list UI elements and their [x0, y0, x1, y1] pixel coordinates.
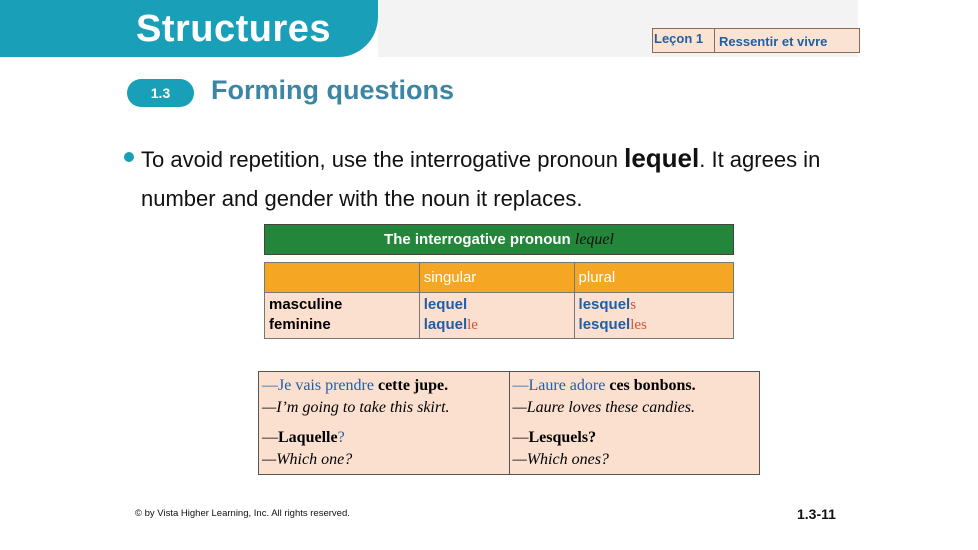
form-ending: s: [630, 297, 637, 313]
form-base: lequel: [423, 296, 468, 313]
form-ending: le: [467, 317, 478, 333]
plural-cell: [574, 293, 733, 339]
section-title: Forming questions: [211, 75, 454, 105]
example-question-bold: cette jupe.: [377, 377, 449, 394]
examples-table: [258, 371, 760, 475]
example-question: —Laure adore: [512, 377, 610, 394]
example-question-bold: ces bonbons.: [609, 377, 696, 394]
bullet-text: [141, 139, 841, 218]
table-header-cell: singular: [419, 263, 574, 293]
lesson-label: [652, 28, 860, 53]
example-answer-punct: ?: [337, 429, 345, 446]
bullet-keyword: lequel: [624, 143, 700, 173]
example-left: [259, 372, 510, 475]
example-translation: —I’m going to take this skirt.: [262, 399, 450, 416]
example-answer-dash: —: [262, 429, 278, 446]
example-right: [509, 372, 760, 475]
table-header-cell: [265, 263, 420, 293]
gender-label: feminine: [269, 316, 331, 333]
bullet-text-start: To avoid repetition, use the interrogative pronoun: [141, 147, 625, 172]
example-answer: Laquelle: [278, 429, 338, 446]
form-base: lesquel: [578, 296, 631, 313]
pronoun-table: [264, 262, 734, 339]
pronoun-table-title: [264, 224, 734, 255]
table-header-row: [265, 263, 734, 293]
example-answer: Lesquels?: [528, 429, 597, 446]
singular-cell: [419, 293, 574, 339]
page-title: Structures: [136, 8, 332, 50]
lesson-name: Ressentir et vivre: [719, 34, 828, 49]
section-number-badge: 1.3: [127, 79, 194, 107]
table-row: [259, 372, 760, 475]
table-row: [265, 293, 734, 339]
lesson-number: Leçon 1: [653, 29, 715, 52]
table-header-cell: plural: [574, 263, 733, 293]
example-translation: —Which one?: [262, 451, 353, 468]
form-base: laquel: [423, 316, 468, 333]
example-answer-dash: —: [512, 429, 529, 446]
form-base: lesquel: [578, 316, 631, 333]
copyright-text: © by Vista Higher Learning, Inc. All rights reserved.: [135, 508, 350, 519]
pronoun-table-title-word: lequel: [574, 231, 614, 248]
gender-cell: [265, 293, 420, 339]
bullet-icon: [124, 152, 134, 162]
pronoun-table-title-text: The interrogative pronoun: [384, 231, 575, 248]
form-ending: les: [630, 317, 647, 333]
example-translation: —Which ones?: [512, 451, 609, 468]
example-question: —Je vais prendre: [262, 377, 378, 394]
gender-label: masculine: [269, 296, 343, 313]
page-number: 1.3-11: [797, 506, 836, 522]
bullet-text-end: . It agrees in number and gender with the noun it replaces.: [141, 147, 821, 211]
example-translation: —Laure loves these candies.: [512, 399, 695, 416]
